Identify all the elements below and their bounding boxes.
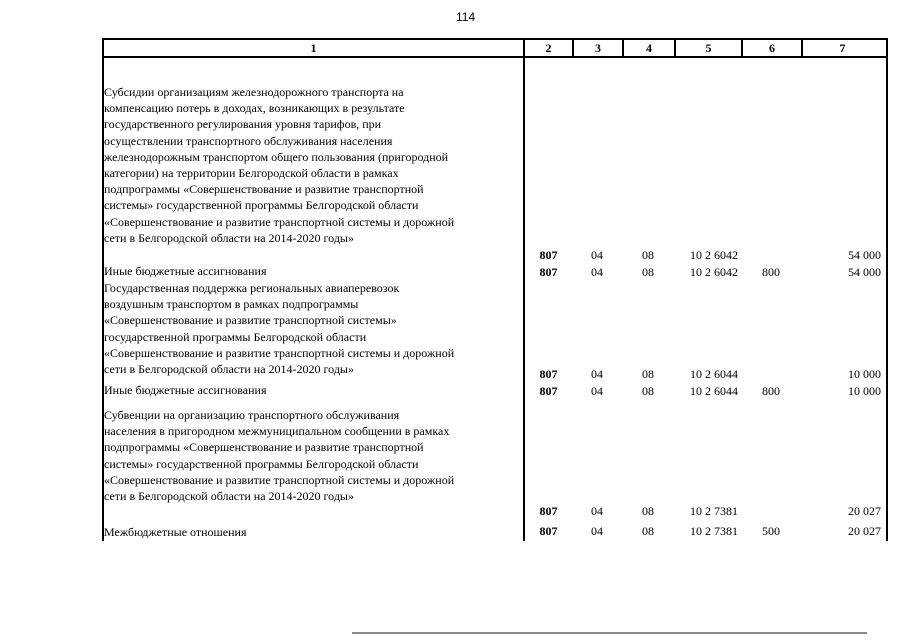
cell-amount: 10 000 [848, 366, 881, 381]
cell-amount: 10 000 [848, 383, 881, 398]
cell-subsection: 08 [642, 247, 654, 262]
header-col-2: 2 [523, 40, 572, 56]
table-row [104, 280, 886, 382]
cell-ministry: 807 [539, 247, 558, 262]
cell-subsection: 08 [642, 264, 654, 279]
cell-section: 04 [591, 366, 603, 381]
cell-amount: 20 027 [848, 523, 881, 538]
cell-amount: 54 000 [848, 247, 881, 262]
cell-subsection: 08 [642, 523, 654, 538]
cell-target-article: 10 2 6044 [690, 383, 738, 398]
cell-subsection: 08 [642, 366, 654, 381]
cell-section: 04 [591, 503, 603, 518]
cell-target-article: 10 2 6044 [690, 366, 738, 381]
row-description: Иные бюджетные ассигнования [104, 264, 267, 278]
row-description: Иные бюджетные ассигнования [104, 383, 267, 397]
cell-target-article: 10 2 6042 [690, 247, 738, 262]
cell-ministry: 807 [539, 383, 558, 398]
cell-section: 04 [591, 383, 603, 398]
cell-subsection: 08 [642, 503, 654, 518]
cell-amount: 54 000 [848, 264, 881, 279]
row-description: Субвенции на организацию транспортного обслуживания населения в пригородном межмуниципальном сообщении в рамках подпрограммы «Совершенствование и развитие транспортной системы» государственной программы Белгородской области «Совершенствование и развитие транспортной системы и дорожной сети в Белгородской области на 2014-2020 годы» [104, 408, 455, 504]
row-description: Государственная поддержка региональных авиаперевозок воздушным транспортом в рамках подпрограммы «Совершенствование и развитие транспортной системы» государственной программы Белгородской области «Совершенствование и развитие транспортной системы и дорожной сети в Белгородской области на 2014-2020 годы» [104, 281, 455, 377]
cell-ministry: 807 [539, 264, 558, 279]
cell-ministry: 807 [539, 503, 558, 518]
header-col-1: 1 [310, 41, 317, 55]
table-row [104, 399, 886, 519]
budget-table [102, 38, 888, 541]
header-col-5: 5 [674, 40, 741, 56]
cell-section: 04 [591, 523, 603, 538]
table-row [104, 382, 886, 399]
table-row [104, 263, 886, 280]
cell-expense-type: 800 [762, 264, 780, 279]
cell-expense-type: 500 [762, 523, 780, 538]
cell-section: 04 [591, 247, 603, 262]
header-col-4: 4 [622, 40, 674, 56]
header-col-6: 6 [741, 40, 801, 56]
cell-amount: 20 027 [848, 503, 881, 518]
table-row [104, 519, 886, 541]
cell-expense-type: 800 [762, 383, 780, 398]
table-header [104, 38, 886, 58]
cell-target-article: 10 2 6042 [690, 264, 738, 279]
cell-section: 04 [591, 264, 603, 279]
row-description: Субсидии организациям железнодорожного транспорта на компенсацию потерь в доходах, возникающих в результате государственного регулирования уровня тарифов, при осуществлении транспортного обслуживания населения железнодорожным транспортом общего пользования (пригородной категории) на территории Белгородской области в рамках подпрограммы «Совершенствование и развитие транспортной системы» государственной программы Белгородской области «Совершенствование и развитие транспортной системы и дорожной сети в Белгородской области на 2014-2020 годы» [104, 85, 455, 245]
page-number: 114 [456, 10, 476, 24]
page-footer-line [352, 632, 867, 634]
header-col-3: 3 [572, 40, 622, 56]
row-description: Межбюджетные отношения [104, 525, 247, 539]
cell-ministry: 807 [539, 523, 558, 538]
cell-ministry: 807 [539, 366, 558, 381]
cell-target-article: 10 2 7381 [690, 503, 738, 518]
cell-subsection: 08 [642, 383, 654, 398]
header-col-7: 7 [801, 40, 882, 56]
table-row [104, 58, 886, 263]
cell-target-article: 10 2 7381 [690, 523, 738, 538]
